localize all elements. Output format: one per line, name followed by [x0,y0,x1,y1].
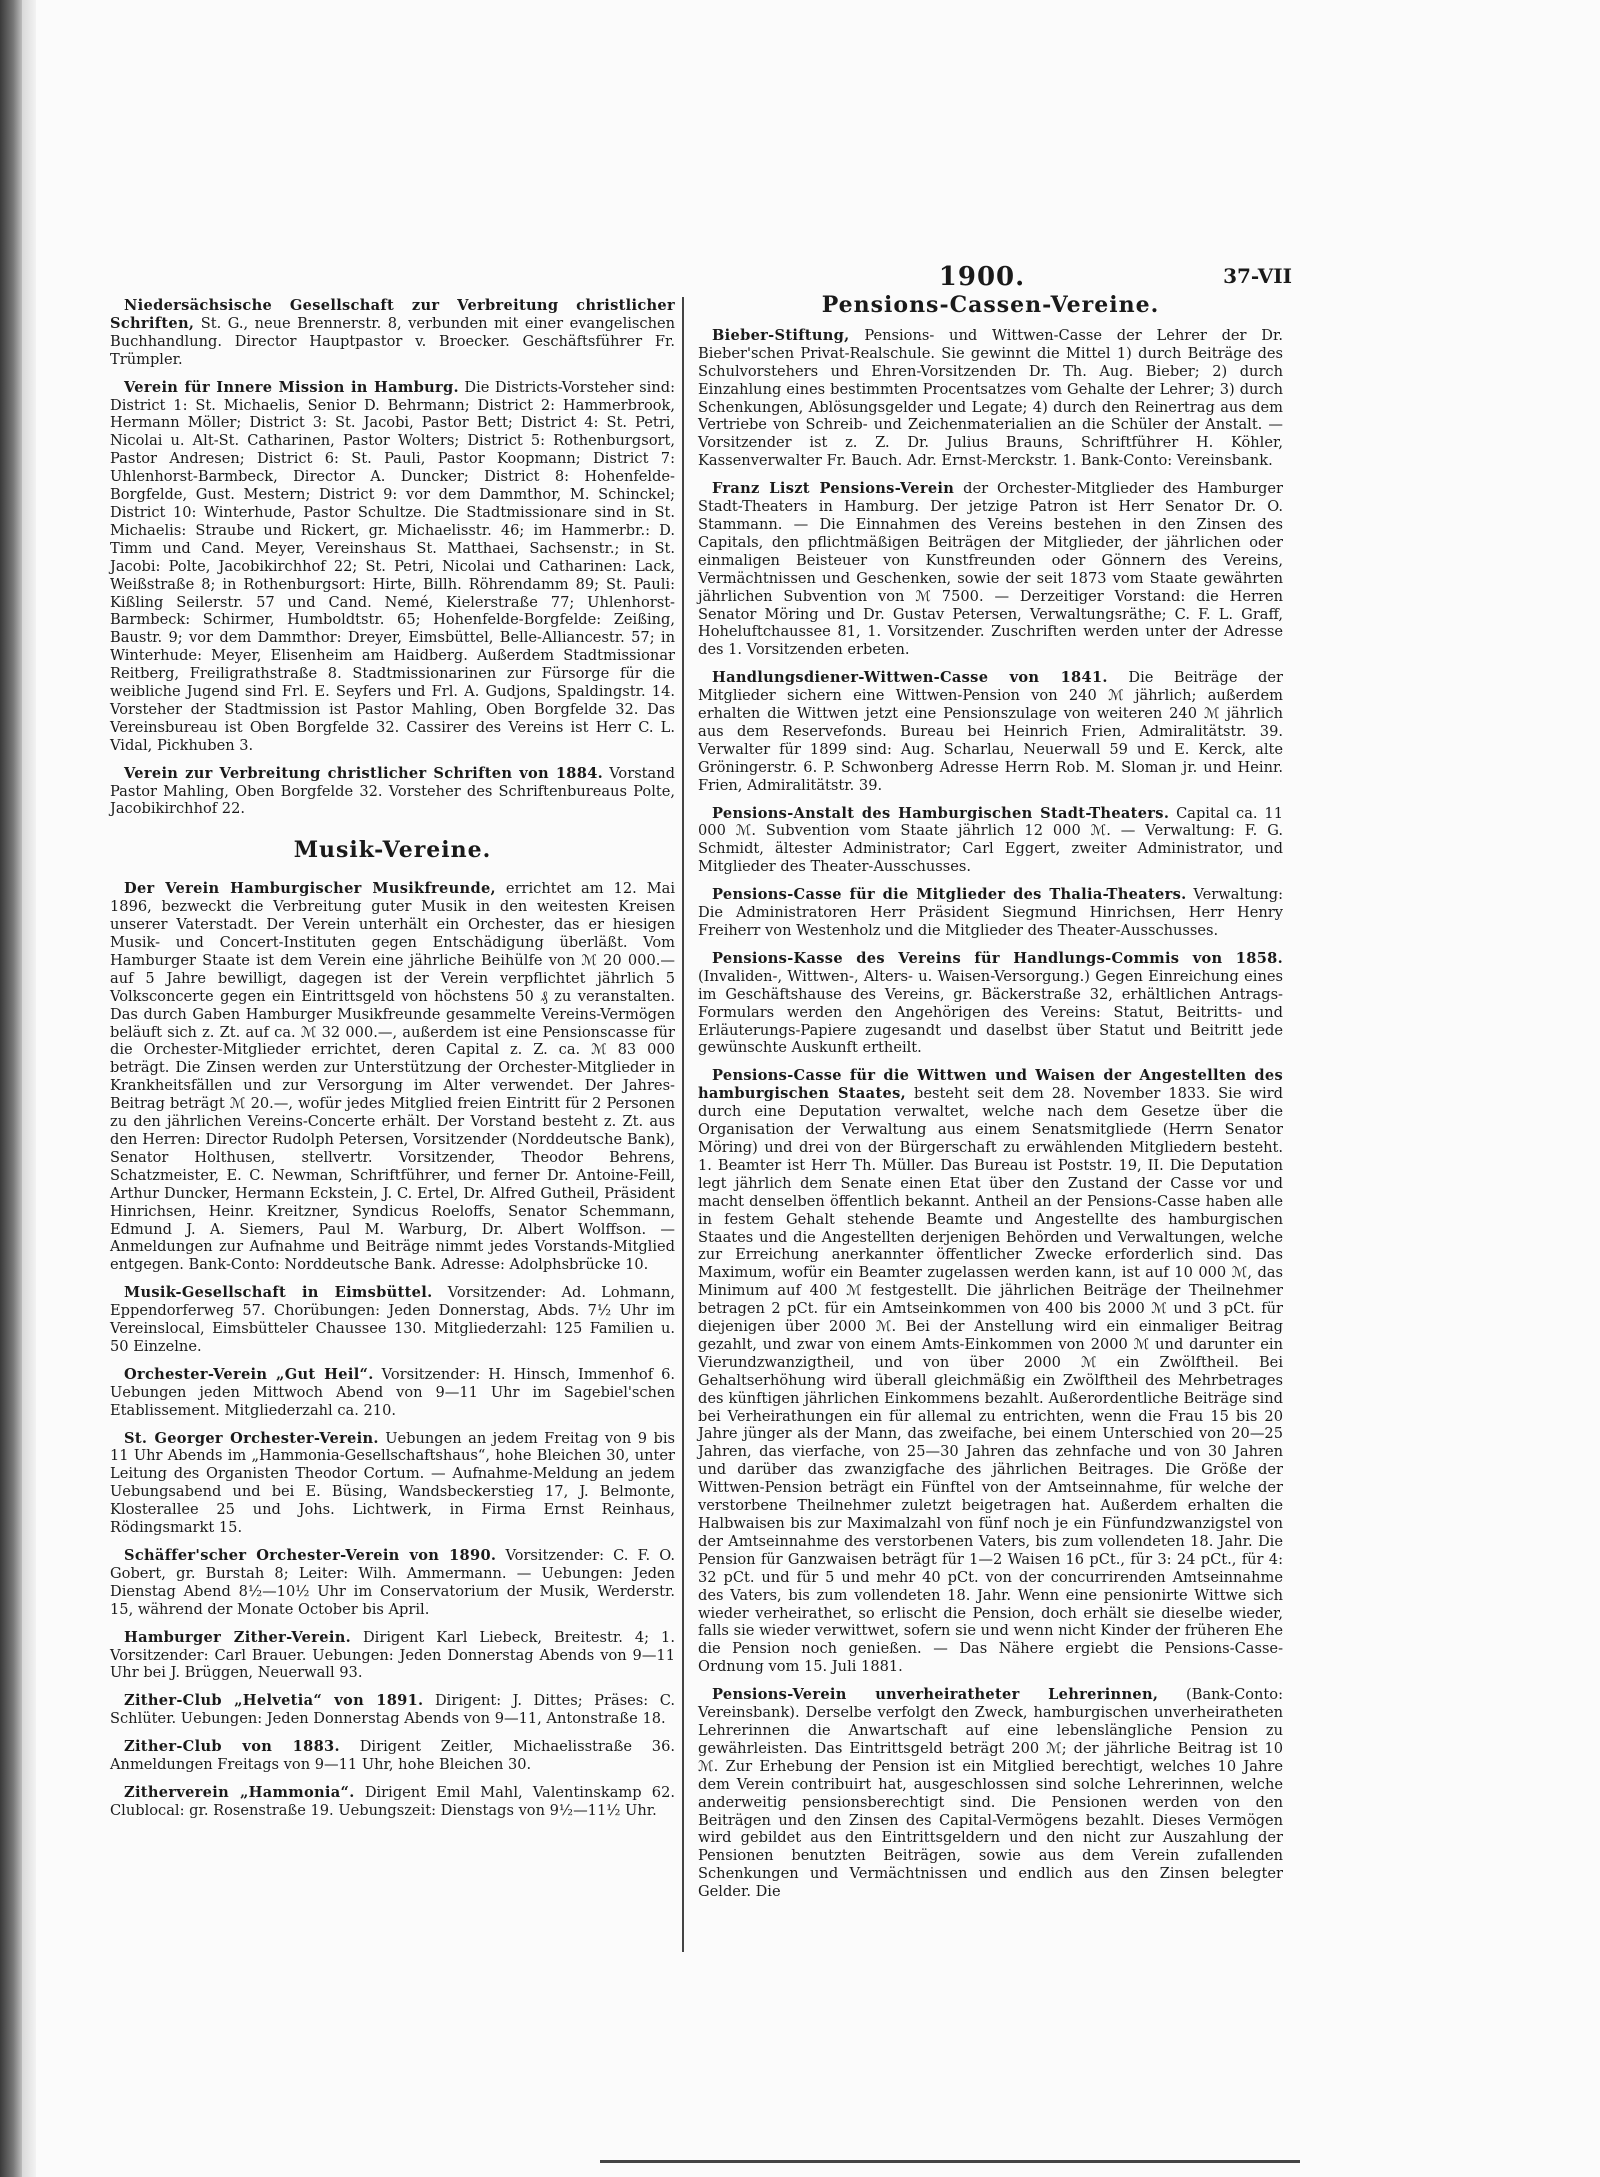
entry-text: Vorsitzender: Ad. Lohmann, Eppendorferweg 57. Chorübungen: Jeden Donnerstag, Abds. 7½ Uhr im Vereinslocal, Eimsbütteler Chaussee 130. Mitgliederzahl: 125 Familien u. 50 Einzelne. [110,1284,676,1355]
entry-name: Bieber-Stiftung, [712,326,850,344]
directory-entry [110,1629,675,1683]
entry-text: (Bank-Conto: Vereinsbank). Derselbe verfolgt den Zweck, hamburgischen unverheiratheten Lehrerinnen die Anwartschaft auf eine lebenslängliche Pension zu gewährleisten. Das Eintrittsgeld beträgt 200 ℳ; der jährliche Beitrag ist 10 ℳ. Zur Erhebung der Pension ist ein Mitglied berechtigt, welches 10 Jahre dem Verein contribuirt hat, ausgeschlossen sind solche Lehrerinnen, welche anderweitig pensionsberechtigt sind. Die Pensionen werden von den Beiträgen und den Zinsen des Capital-Vermögens bezahlt. Dieses Vermögen wird gebildet aus den Eintrittsgeldern und den nicht zur Auszahlung der Pensionen benutzten Beiträgen, sowie aus dem Verein zufallenden Schenkungen und Vermächtnissen und endlich aus den Zinsen belegter Gelder. Die [698,1686,1283,1901]
entry-name: Verein zur Verbreitung christlicher Schriften von 1884. [124,764,604,782]
directory-entry [110,765,675,819]
pension-section-title: Pensions-Cassen-Vereine. [821,292,1160,318]
entry-name: Franz Liszt Pensions-Verein [712,480,955,498]
directory-entry [110,1366,675,1420]
left-entries-top [110,297,675,818]
directory-entry [110,379,675,755]
entry-text: Vorsitzender: C. F. O. Gobert, gr. Burstah 8; Leiter: Wilh. Ammermann. — Uebungen: Jeden Dienstag Abend 8½—10½ Uhr im Conservatorium der Musik, Werderstr. 15, während der Monate October bis April. [110,1547,675,1618]
entry-name: Pensions-Anstalt des Hamburgischen Stadt-Theaters. [712,804,1170,822]
directory-entry [110,1547,675,1619]
entry-text: besteht seit dem 28. November 1833. Sie wird durch eine Deputation verwaltet, welche nach dem Gesetze über die Organisation der Verwaltung aus einem Senatsmitgliede (Herrn Senator Möring) und drei von der Bürgerschaft zu erwählenden Mitgliedern besteht. 1. Beamter ist Herr Th. Müller. Das Bureau ist Poststr. 19, II. Die Deputation legt jährlich dem Senate einen Etat über den Zustand der Casse vor und macht denselben öffentlich bekannt. Antheil an der Pensions-Casse haben alle in festem Gehalt stehende Beamte und Angestellte des hamburgischen Staates und die Angestellten derjenigen Behörden und Verwaltungen, welche zur Erreichung anerkannter öffentlicher Zwecke erforderlich sind. Das Maximum, wofür ein Beamter zugelassen werden kann, ist auf 10 000 ℳ, das Minimum auf 400 ℳ festgestellt. Die jährlichen Beiträge der Theilnehmer betragen 2 pCt. für ein Amtseinkommen von 400 bis 2000 ℳ und 3 pCt. für diejenigen über 2000 ℳ. Bei der Anstellung wird ein einmaliger Beitrag gezahlt, und zwar von einem Amts-Einkommen von 2000 ℳ und darunter ein Vierundzwanzigtheil, und von über 2000 ℳ ein Zwölftheil. Bei Gehaltserhöhung wird überall gleichmäßig ein Zwölftheil des Mehrbetrages des künftigen jährlichen Einkommens bezahlt. Außerordentliche Beiträge sind bei Verheirathungen ein für allemal zu entrichten, wenn die Frau 15 bis 20 Jahre jünger als der Mann, das zweifache, bei einem Unterschied von 20—25 Jahren, das vierfache, von 25—30 Jahren das zehnfache und von 30 Jahren und darüber das zwanzigfache des jährlichen Beitrages. Die Größe der Wittwen-Pension beträgt ein Fünftel von der Amtseinnahme, für welche der verstorbene Theilnehmer zuletzt beigetragen hat. Außerdem erhalten die Halbwaisen bis zur Maximalzahl von fünf noch je ein Fünfundzwanzigstel von der Amtseinnahme des verstorbenen Vaters, bis zum vollendeten 18. Jahr. Die Pension für Ganzwaisen beträgt für 1—2 Waisen 16 pCt., für 3: 24 pCt., für 4: 32 pCt. und für 5 und mehr 40 pCt. von der concurrirenden Amtseinnahme des Vaters, bis zum vollendeten 18. Jahr. Wenn eine pensionirte Wittwe sich wieder verheirathet, so erlischt die Pension, doch erhält sie dieselbe wieder, falls sie wieder verwittwet, sofern sie und wenn nicht Kinder der früheren Ehe die Pension noch genießen. — Das Nähere ergiebt die Pensions-Casse-Ordnung vom 15. Juli 1881. [698,1085,1283,1676]
directory-entry [698,950,1283,1057]
entry-name: Pensions-Verein unverheiratheter Lehrerinnen, [712,1686,1159,1704]
pension-entries [698,327,1283,1901]
entry-name: Zither-Club „Helvetia“ von 1891. [124,1692,424,1710]
directory-entry [698,886,1283,940]
entry-text: Dirigent Karl Liebeck, Breitestr. 4; 1. Vorsitzender: Carl Brauer. Uebungen: Jeden Donnerstag Abends von 9—11 Uhr bei J. Brüggen, Neuerwall 93. [110,1628,675,1682]
entry-text: Die Districts-Vorsteher sind: District 1: St. Michaelis, Senior D. Behrmann; District 2: Hammerbrook, Hermann Möller; District 3: St. Jacobi, Pastor Bett; District 4: St. Petri, Nicolai u. Alt-St. Catharinen, Pastor Wolters; District 5: Rothenburgsort, Pastor Andresen; District 6: St. Pauli, Pastor Koopmann; District 7: Uhlenhorst-Barmbeck, Director A. Duncker; District 8: Hohenfelde-Borgfelde, Gust. Mestern; District 9: vor dem Dammthor, M. Schinckel; District 10: Winterhude, Pastor Schultze. Die Stadtmissionare sind in St. Michaelis: Straube und Rickert, gr. Michaelisstr. 46; im Hammerbr.: D. Timm und Cand. Meyer, Vereinshaus St. Matthaei, Sachsenstr.; in St. Jacobi: Polte, Jacobikirchhof 22; St. Petri, Nicolai und Catharinen: Lack, Weißstraße 8; in Rothenburgsort: Hirte, Billh. Röhrendamm 89; St. Pauli: Kißling Seilerstr. 57 und Cand. Nemé, Kielerstraße 77; Uhlenhorst-Barmbeck: Schirmer, Humboldtstr. 65; Hohenfelde-Borgfelde: Zeißing, Baustr. 9; vor dem Dammthor: Dreyer, Eimsbüttel, Belle-Alliancestr. 57; in Winterhude: Meyer, Elisenheim am Haidberg. Außerdem Stadtmissionar Reitberg, Freiligrathstraße 8. Stadtmissionarinen zur Fürsorge für die weibliche Jugend sind Frl. E. Seyfers und Frl. A. Gudjons, Spaldingstr. 14. Vorsteher der Stadtmission ist Pastor Mahling, Oben Borgfelde 32. Das Vereinsbureau ist Oben Borgfelde 32. Cassirer des Vereins ist Herr C. L. Vidal, Pickhuben 3. [110,378,676,754]
entry-text: Dirigent Zeitler, Michaelisstraße 36. Anmeldungen Freitags von 9—11 Uhr, hohe Bleichen 30. [110,1738,676,1774]
entry-name: Pensions-Kasse des Vereins für Handlungs-Commis von 1858. [712,949,1283,967]
entry-name: Verein für Innere Mission in Hamburg. [124,378,459,396]
bottom-rule [600,2160,1300,2163]
directory-entry [698,327,1283,470]
entry-text: der Orchester-Mitglieder des Hamburger Stadt-Theaters in Hamburg. Der jetzige Patron ist Herr Senator Dr. O. Stammann. — Die Einnahmen des Vereins bestehen in den Zinsen des Capitals, den pflichtmäßigen Beiträgen der Mitglieder, der jährlichen oder einmaligen Beisteuer von Kunstfreunden oder Gönnern des Vereins, Vermächtnissen und Geschenken, sowie der seit 1873 vom Staate gewährten jährlichen Subvention von ℳ 7500. — Derzeitiger Vorstand: die Herren Senator Möring und Dr. Gustav Petersen, Verwaltungsräthe; C. F. L. Graff, Hoheluftchaussee 81, 1. Vorsitzender. Zuschriften werden unter der Adresse des 1. Vorsitzenden erbeten. [698,480,1284,659]
page-year: 1900. [938,262,1026,292]
entry-text: Uebungen an jedem Freitag von 9 bis 11 Uhr Abends im „Hammonia-Gesellschaftshaus“, hohe Bleichen 30, unter Leitung des Organisten Theodor Cortum. — Aufnahme-Meldung an jedem Uebungsabend und bei E. Büsing, Wandsbeckerstieg 17, J. Belmonte, Klosterallee 25 und Johs. Lichtwerk, in Firma Ernst Reinhaus, Rödingsmarkt 15. [110,1429,675,1537]
music-section-title: Musik-Vereine. [293,837,492,864]
directory-entry [698,805,1283,877]
entry-name: Pensions-Casse für die Mitglieder des Thalia-Theaters. [712,886,1187,904]
entry-name: Hamburger Zither-Verein. [124,1628,351,1646]
entry-name: Orchester-Verein „Gut Heil“. [124,1365,374,1383]
entry-text: Verwaltung: Die Administratoren Herr Präsident Siegmund Hinrichsen, Herr Henry Freiherr von Westenholz und die Mitglieder des Theater-Ausschusses. [698,886,1283,939]
entry-name: Musik-Gesellschaft in Eimsbüttel. [124,1284,433,1302]
left-column [110,297,675,1830]
entry-text: Vorstand Pastor Mahling, Oben Borgfelde 32. Vorsteher des Schriftenbureaus Polte, Jacobikirchhof 22. [110,764,675,818]
entry-text: Pensions- und Wittwen-Casse der Lehrer der Dr. Bieber'schen Privat-Realschule. Sie gewinnt die Mittel 1) durch Beiträge des Schulvorstehers und Ehren-Vorsitzenden Dr. Th. Aug. Bieber; 2) durch Einzahlung eines bestimmten Procentsatzes vom Gehalte der Lehrer; 3) durch Schenkungen, Ablösungsgelder und Legate; 4) durch den Reinertrag aus dem Vertriebe von Schreib- und Zeichenmaterialien an die Schüler der Anstalt. — Vorsitzender ist z. Z. Dr. Julius Brauns, Schriftführer H. Köhler, Kassenverwalter Fr. Bauch. Adr. Ernst-Merckstr. 1. Bank-Conto: Vereinsbank. [698,326,1284,470]
directory-entry [110,1284,675,1356]
entry-text: Vorsitzender: H. Hinsch, Immenhof 6. Uebungen jeden Mittwoch Abend von 9—11 Uhr im Sagebiel'schen Etablissement. Mitgliederzahl ca. 210. [110,1365,676,1419]
entry-text: errichtet am 12. Mai 1896, bezweckt die Verbreitung guter Musik in den weitesten Kreisen unserer Vaterstadt. Der Verein unterhält ein Orchester, das er hiesigen Musik- und Concert-Instituten gegen Entschädigung überläßt. Vom Hamburger Staate ist dem Verein eine jährliche Beihülfe von ℳ 20 000.— auf 5 Jahre bewilligt, dagegen ist der Verein verpflichtet jährlich 5 Volksconcerte gegen ein Eintrittsgeld von höchstens 50 ₰ zu veranstalten. Das durch Gaben Hamburger Musikfreunde gesammelte Vereins-Vermögen beläuft sich z. Zt. auf ca. ℳ 32 000.—, außerdem ist eine Pensionscasse für die Orchester-Mitglieder errichtet, deren Capital z. Z. ca. ℳ 83 000 beträgt. Die Zinsen werden zur Unterstützung der Orchester-Mitglieder in Krankheitsfällen und zur Versorgung im Alter verwendet. Der Jahres-Beitrag beträgt ℳ 20.—, wofür jedes Mitglied freien Eintritt für 2 Personen zu den jährlichen Vereins-Concerte erhält. Der Vorstand besteht z. Zt. aus den Herren: Director Rudolph Petersen, Vorsitzender (Norddeutsche Bank), Senator Holthusen, stellvertr. Vorsitzender, Theodor Behrens, Schatzmeister, E. C. Newman, Schriftführer, und ferner Dr. Antoine-Feill, Arthur Duncker, Hermann Eckstein, J. C. Ertel, Dr. Alfred Gutheil, Präsident Hinrichsen, Heinr. Kreitzner, Syndicus Roeloffs, Senator Schemmann, Edmund J. A. Siemers, Paul M. Warburg, Dr. Albert Wolffson. — Anmeldungen zur Aufnahme und Beiträge nimmt jedes Vorstands-Mitglied entgegen. Bank-Conto: Norddeutsche Bank. Adresse: Adolphsbrücke 10. [110,880,676,1274]
entry-name: Niedersächsische Gesellschaft zur Verbreitung christlicher Schriften, [110,297,675,332]
directory-entry [110,1692,675,1728]
directory-entry [110,1738,675,1774]
directory-entry [110,1430,675,1537]
entry-name: Zither-Club von 1883. [124,1738,340,1756]
entry-name: Der Verein Hamburgischer Musikfreunde, [124,880,496,898]
entry-text: Die Beiträge der Mitglieder sichern eine Wittwen-Pension von 240 ℳ jährlich; außerdem erhalten die Wittwen jetzt eine Pensionszulage von weiteren 240 ℳ jährlich aus dem Reservefonds. Bureau bei Heinrich Frien, Admiralitätstr. 39. Verwalter für 1899 sind: Aug. Scharlau, Neuerwall 59 und E. Kerck, alte Gröningerstr. 6. P. Schwonberg Adresse Herrn Rob. M. Sloman jr. und Heinr. Frien, Admiralitätstr. 39. [698,669,1283,794]
scan-binding-edge [0,0,22,2177]
directory-entry [110,1784,675,1820]
right-column [698,292,1284,1911]
directory-entry [698,480,1283,659]
entry-text: Dirigent: J. Dittes; Präses: C. Schlüter. Uebungen: Jeden Donnerstag Abends von 9—11, Antonstraße 18. [110,1692,675,1728]
scan-binding-shadow [22,0,36,2177]
entry-name: St. Georger Orchester-Verein. [124,1429,379,1447]
directory-entry [110,880,675,1274]
page-number: 37-VII [1223,264,1292,288]
entry-name: Schäffer'scher Orchester-Verein von 1890. [124,1547,497,1564]
directory-entry [698,1067,1283,1676]
entry-text: Capital ca. 11 000 ℳ. Subvention vom Staate jährlich 12 000 ℳ. — Verwaltung: F. G. Schmidt, ältester Administrator; Carl Eggert, zweiter Administrator, und Mitglieder des Theater-Ausschusses. [698,804,1283,876]
entry-name: Handlungsdiener-Wittwen-Casse von 1841. [712,669,1108,687]
music-entries [110,880,675,1820]
entry-text: St. G., neue Brennerstr. 8, verbunden mit einer evangelischen Buchhandlung. Director Hauptpastor v. Broecker. Geschäftsführer Fr. Trümpler. [110,314,676,368]
directory-entry [698,1686,1283,1901]
directory-entry [698,669,1283,794]
entry-name: Zitherverein „Hammonia“. [124,1783,355,1801]
column-divider [682,297,684,1952]
entry-text: (Invaliden-, Wittwen-, Alters- u. Waisen-Versorgung.) Gegen Einreichung eines im Geschäftshause des Vereins, gr. Bäckerstraße 32, erhältlichen Antrags-Formulars werden den Angehörigen des Vereins: Statut, Beitritts- und Erläuterungs-Papiere zugesandt und daselbst über Statut und Beitritt jede gewünschte Auskunft ertheilt. [698,967,1283,1057]
directory-entry [110,297,675,369]
entry-name: Pensions-Casse für die Wittwen und Waisen der Angestellten des hamburgischen Staates, [698,1067,1283,1103]
entry-text: Dirigent Emil Mahl, Valentinskamp 62. Clublocal: gr. Rosenstraße 19. Uebungszeit: Dienstags von 9½—11½ Uhr. [110,1783,675,1819]
